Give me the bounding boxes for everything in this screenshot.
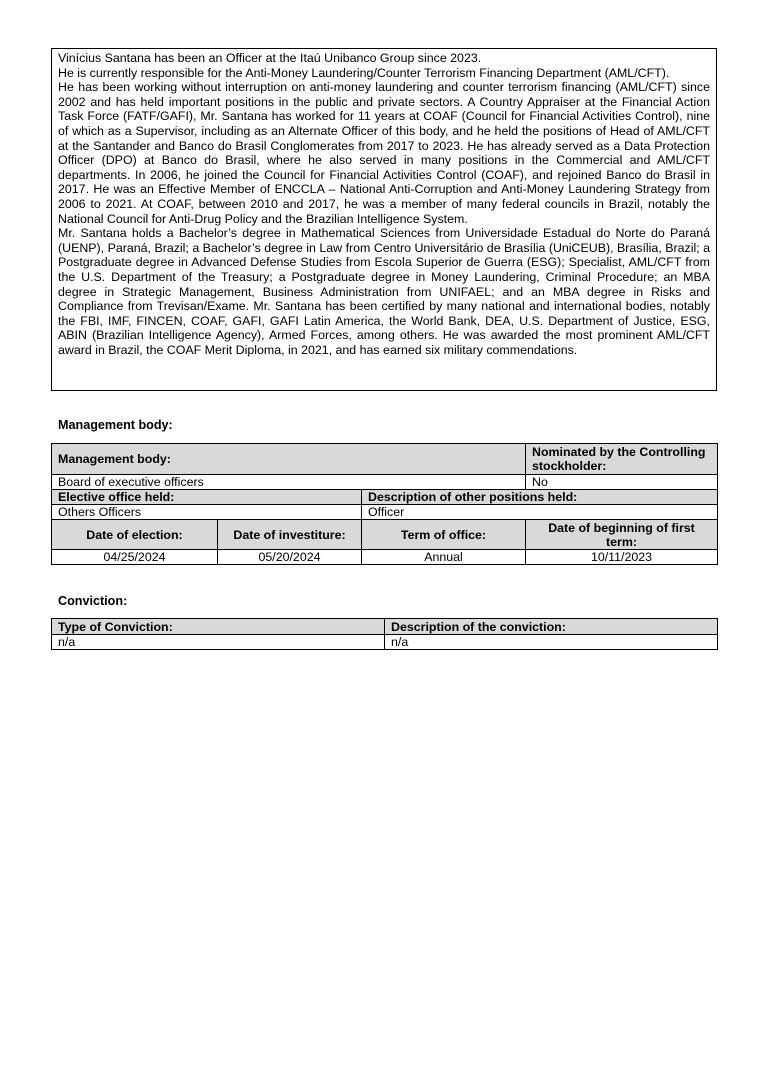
- conviction-description-header: Description of the conviction:: [385, 619, 718, 635]
- first-term-value: 10/11/2023: [526, 550, 718, 565]
- bio-paragraph: Mr. Santana holds a Bachelor’s degree in Mathematical Sciences from Universidade Estadual do Norte do Paraná (UENP), Paraná, Brazil; a Bachelor’s degree in Law from Centro Universitário de Brasília (UniCEUB), Brasília, Brazil; a Postgraduate degree in Advanced Defense Studies from Escola Superior de Guerra (ESG); Specialist, AML/CFT from the U.S. Department of the Treasury; a Postgraduate degree in Money Laundering, Criminal Procedure; an MBA degree in Strategic Management, Business Administration from UNIFAEL; and an MBA degree in Risks and Compliance from Trevisan/Exame. Mr. Santana has been certified by many national and international bodies, notably the FBI, IMF, FINCEN, COAF, GAFI, GAFI Latin America, the World Bank, DEA, U.S. Department of Justice, ESG, ABIN (Brazilian Intelligence Agency), Armed Forces, among others. He was awarded the most prominent AML/CFT award in Brazil, the COAF Merit Diploma, in 2021, and has earned six military commendations.: [58, 226, 710, 357]
- conviction-description-value: n/a: [385, 635, 718, 650]
- investiture-date-header: Date of investiture:: [218, 520, 362, 550]
- other-positions-header: Description of other positions held:: [362, 490, 718, 505]
- conviction-type-header: Type of Conviction:: [52, 619, 385, 635]
- first-term-header: Date of beginning of first term:: [526, 520, 718, 550]
- management-body-header: Management body:: [52, 444, 526, 475]
- conviction-section-title: Conviction:: [58, 594, 128, 608]
- conviction-table: [51, 618, 718, 650]
- management-body-table: [51, 443, 718, 565]
- election-date-value: 04/25/2024: [52, 550, 218, 565]
- term-value: Annual: [362, 550, 526, 565]
- bio-paragraph: Vinícius Santana has been an Officer at the Itaú Unibanco Group since 2023.: [58, 51, 482, 65]
- conviction-type-value: n/a: [52, 635, 385, 650]
- other-positions-value: Officer: [362, 505, 718, 520]
- nominated-header: Nominated by the Controlling stockholder:: [526, 444, 718, 475]
- biography-box: [51, 48, 717, 391]
- election-date-header: Date of election:: [52, 520, 218, 550]
- term-header: Term of office:: [362, 520, 526, 550]
- elective-office-header: Elective office held:: [52, 490, 362, 505]
- bio-paragraph: He is currently responsible for the Anti-Money Laundering/Counter Terrorism Financing Department (AML/CFT).: [58, 65, 670, 80]
- bio-paragraph: He has been working without interruption on anti-money laundering and counter terrorism financing (AML/CFT) since 2002 and has held important positions in the public and private sectors. A Country Appraiser at the Financial Action Task Force (FATF/GAFI), Mr. Santana has worked for 11 years at COAF (Council for Financial Activities Control), nine of which as a Supervisor, including as an Alternate Officer of this body, and he held the positions of Head of AML/CFT at the Santander and Banco do Brasil Conglomerates from 2017 to 2023. He has already served as a Data Protection Officer (DPO) at Banco do Brasil, where he also served in many positions in the Commercial and AML/CFT departments. In 2006, he joined the Council for Financial Activities Control (COAF), and rejoined Banco do Brasil in 2017. He was an Effective Member of ENCCLA – National Anti-Corruption and Anti-Money Laundering Strategy from 2006 to 2021. At COAF, between 2010 and 2017, he was a member of many federal councils in Brazil, notably the National Council for Anti-Drug Policy and the Brazilian Intelligence System.: [58, 80, 710, 226]
- management-body-value: Board of executive officers: [52, 475, 526, 490]
- elective-office-value: Others Officers: [52, 505, 362, 520]
- investiture-date-value: 05/20/2024: [218, 550, 362, 565]
- nominated-value: No: [526, 475, 718, 490]
- management-section-title: Management body:: [58, 418, 173, 432]
